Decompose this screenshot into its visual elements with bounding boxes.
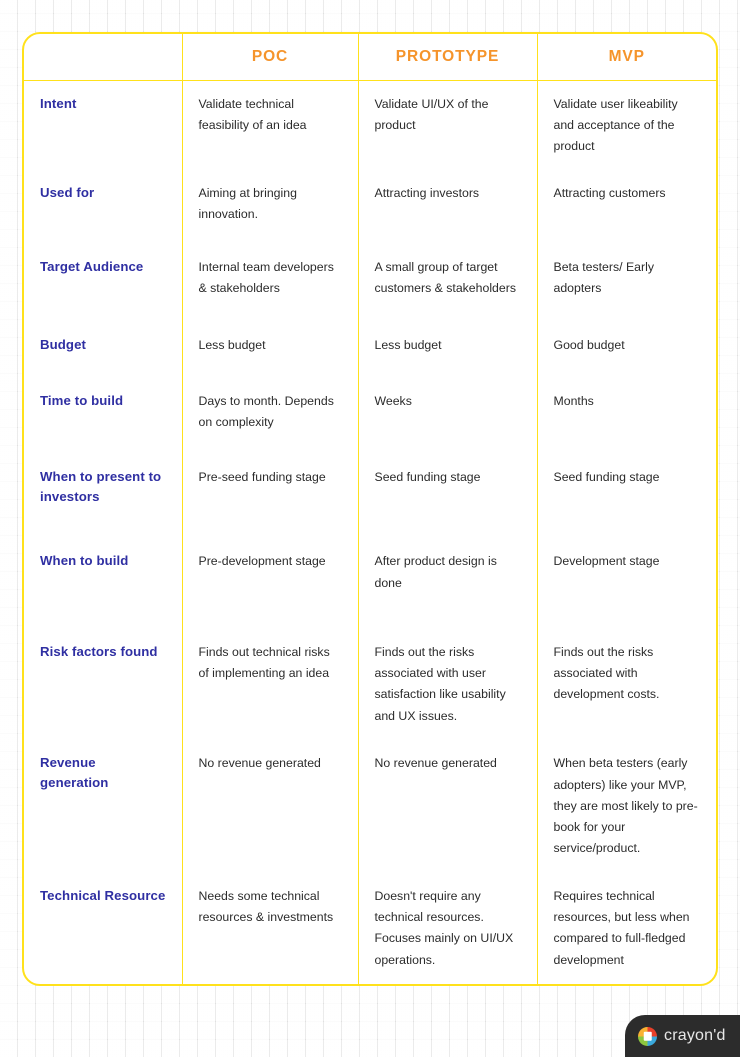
cell-mvp: Months <box>537 378 716 454</box>
row-label: Technical Resource <box>40 888 166 904</box>
column-header-mvp: MVP <box>537 34 716 80</box>
comparison-table <box>24 34 716 984</box>
row-label: Target Audience <box>40 258 144 274</box>
table-row <box>24 873 716 984</box>
table-row <box>24 322 716 378</box>
cell-proto: Attracting investors <box>358 170 537 244</box>
table-row <box>24 244 716 322</box>
row-label: Risk factors found <box>40 644 158 660</box>
row-label: Revenue generation <box>40 755 109 790</box>
cell-poc: Days to month. Depends on complexity <box>182 378 358 454</box>
row-label: Time to build <box>40 392 124 408</box>
row-label: Intent <box>40 95 77 111</box>
cell-mvp: Requires technical resources, but less when compared to full-fledged development <box>537 873 716 984</box>
cell-mvp: Seed funding stage <box>537 454 716 539</box>
cell-proto: Weeks <box>358 378 537 454</box>
cell-proto: Seed funding stage <box>358 454 537 539</box>
cell-proto: No revenue generated <box>358 740 537 873</box>
table-header <box>24 34 716 80</box>
column-header-poc: POC <box>182 34 358 80</box>
cell-poc: Internal team developers & stakeholders <box>182 244 358 322</box>
cell-proto: After product design is done <box>358 538 537 629</box>
table-row <box>24 538 716 629</box>
crayond-circle-icon <box>638 1027 657 1046</box>
row-label: When to build <box>40 553 129 569</box>
cell-poc: Aiming at bringing innovation. <box>182 170 358 244</box>
table-row <box>24 170 716 244</box>
column-header-prototype: PROTOTYPE <box>358 34 537 80</box>
cell-poc: Validate technical feasibility of an idea <box>182 80 358 170</box>
brand-logo-text: crayon'd <box>664 1027 726 1044</box>
cell-poc: Pre-development stage <box>182 538 358 629</box>
table-row <box>24 454 716 539</box>
cell-poc: Finds out technical risks of implementing an idea <box>182 629 358 740</box>
row-label: Budget <box>40 337 87 353</box>
brand-logo-badge <box>625 1015 740 1057</box>
cell-poc: Needs some technical resources & investments <box>182 873 358 984</box>
cell-mvp: Attracting customers <box>537 170 716 244</box>
cell-proto: Validate UI/UX of the product <box>358 80 537 170</box>
table-row <box>24 629 716 740</box>
table-header-row <box>24 34 716 80</box>
cell-mvp: Beta testers/ Early adopters <box>537 244 716 322</box>
cell-poc: No revenue generated <box>182 740 358 873</box>
cell-proto: Finds out the risks associated with user satisfaction like usability and UX issues. <box>358 629 537 740</box>
row-label: Used for <box>40 184 95 200</box>
cell-mvp: Good budget <box>537 322 716 378</box>
cell-proto: A small group of target customers & stakeholders <box>358 244 537 322</box>
cell-mvp: When beta testers (early adopters) like your MVP, they are most likely to pre-book for your service/product. <box>537 740 716 873</box>
cell-mvp: Validate user likeability and acceptance of the product <box>537 80 716 170</box>
table-body <box>24 80 716 984</box>
row-label: When to present to investors <box>40 468 162 504</box>
cell-proto: Doesn't require any technical resources. Focuses mainly on UI/UX operations. <box>358 873 537 984</box>
table-row <box>24 378 716 454</box>
cell-mvp: Development stage <box>537 538 716 629</box>
table-row <box>24 80 716 170</box>
cell-poc: Less budget <box>182 322 358 378</box>
cell-proto: Less budget <box>358 322 537 378</box>
cell-poc: Pre-seed funding stage <box>182 454 358 539</box>
comparison-card <box>22 32 718 986</box>
table-row <box>24 740 716 873</box>
table-corner-cell <box>24 34 182 80</box>
cell-mvp: Finds out the risks associated with development costs. <box>537 629 716 740</box>
